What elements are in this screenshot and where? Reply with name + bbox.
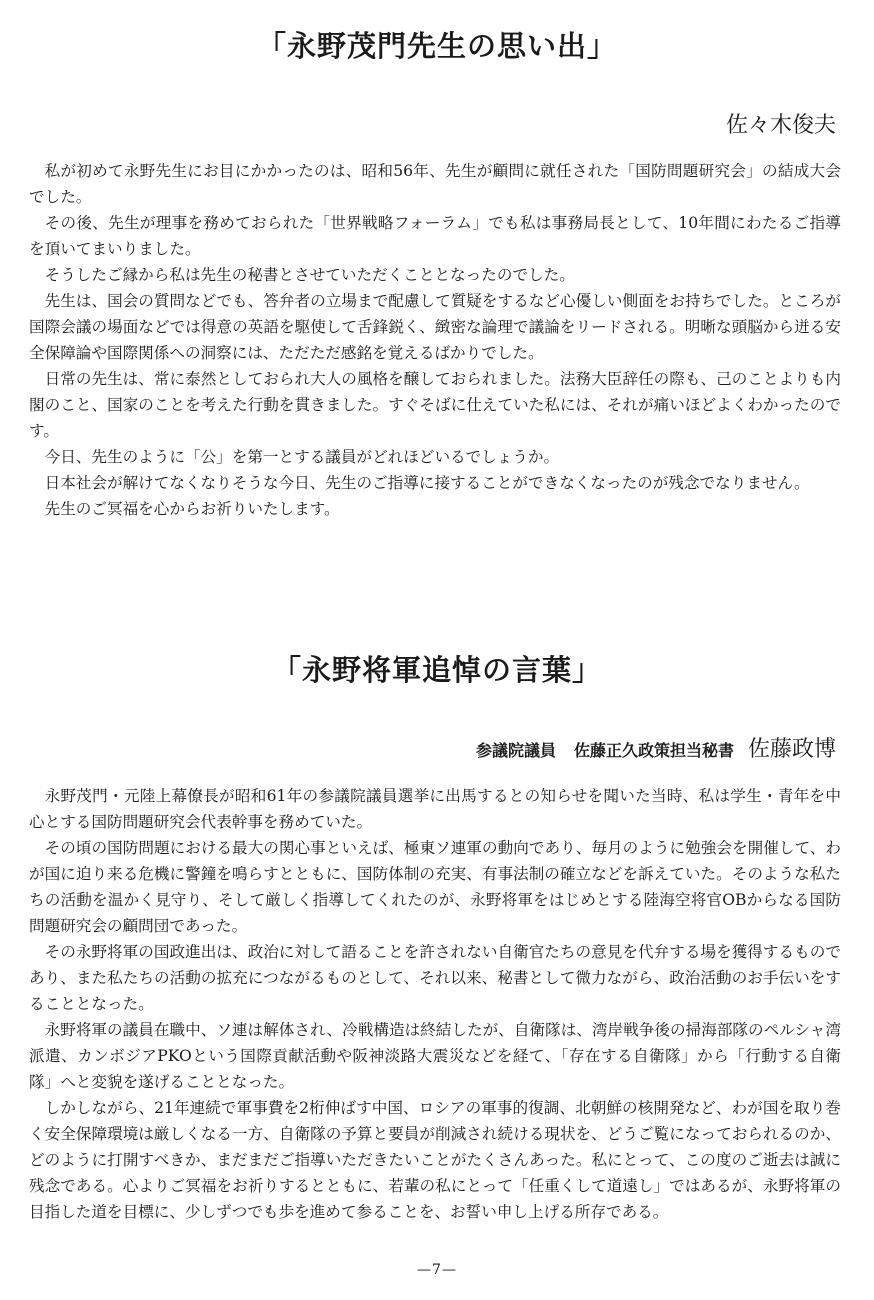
article-1-title: 「永野茂門先生の思い出」 [256, 29, 617, 63]
paragraph: その後、先生が理事を務めておられた「世界戦略フォーラム」でも私は事務局長として、10年間にわたるご指導を頂いてまいりました。 [29, 214, 841, 258]
paragraph: その頃の国防問題における最大の関心事といえば、極東ソ連軍の動向であり、毎月のように勉強会を開催して、わが国に迫り来る危機に警鐘を鳴らすとともに、国防体制の充実、有事法制の確立などを訴えていた。そのような私たちの活動を温かく見守り、そして厳しく指導してくれたのが、永野将軍をはじめとする陸海空将官OBからなる国防問題研究会の顧問団であった。 [29, 839, 841, 935]
paragraph: 私が初めて永野先生にお目にかかったのは、昭和56年、先生が顧問に就任された「国防問題研究会」の結成大会でした。 [29, 162, 841, 206]
paragraph: 日常の先生は、常に泰然としておられ大人の風格を醸しておられました。法務大臣辞任の際も、己のことよりも内閣のこと、国家のことを考えた行動を貫きました。すぐそばに仕えていた私には、それが痛いほどよくわかったのです。 [29, 370, 841, 440]
article-1-body [29, 158, 841, 522]
article-2-body [29, 783, 841, 1225]
paragraph: 今日、先生のように「公」を第一とする議員がどれほどいるでしょうか。 [44, 448, 560, 466]
article-1-author: 佐々木俊夫 [725, 113, 836, 138]
article-2-author: 佐藤政博 [747, 737, 836, 762]
paragraph: 先生のご冥福を心からお祈りいたします。 [44, 500, 340, 518]
paragraph: 先生は、国会の質問などでも、答弁者の立場まで配慮して質疑をするなど心優しい側面をお持ちでした。ところが国際会議の場面などでは得意の英語を駆使して舌鋒鋭く、緻密な論理で議論をリードされる。明晰な頭脳から迸る安全保障論や国際関係への洞察には、ただただ感銘を覚えるばかりでした。 [29, 292, 841, 362]
affiliation-office: 参議院議員 [475, 741, 556, 760]
author-affiliation [476, 738, 734, 761]
paragraph: その永野将軍の国政進出は、政治に対して語ることを許されない自衛官たちの意見を代弁する場を獲得するものであり、また私たちの活動の拡充につながるものとして、それ以来、秘書として微力ながら、政治活動のお手伝いをすることとなった。 [29, 943, 841, 1013]
paragraph: しかしながら、21年連続で軍事費を2桁伸ばす中国、ロシアの軍事的復調、北朝鮮の核開発など、わが国を取り巻く安全保障環境は厳しくなる一方、自衛隊の予算と要員が削減され続ける現状を、どうご覧になっておられるのか、どのように打開すべきか、まだまだご指導いただきたいことがたくさんあった。私にとって、この度のご逝去は誠に残念である。心よりご冥福をお祈りするとともに、若輩の私にとって「任重くして道遠し」ではあるが、永野将軍の目指した道を目標に、少しずつでも歩を進めて参ることを、お誓い申し上げる所存である。 [29, 1099, 841, 1221]
article-2-title: 「永野将軍追悼の言葉」 [271, 653, 602, 687]
page-number: —7— [417, 1262, 457, 1278]
paragraph: 永野将軍の議員在職中、ソ連は解体され、冷戦構造は終結したが、自衛隊は、湾岸戦争後の掃海部隊のペルシャ湾派遣、カンボジアPKOという国際貢献活動や阪神淡路大震災などを経て、「存在する自衛隊」から「行動する自衛隊」へと変貌を遂げることとなった。 [29, 1021, 841, 1091]
article-2-byline [476, 732, 836, 763]
paragraph: 永野茂門・元陸上幕僚長が昭和61年の参議院議員選挙に出馬するとの知らせを聞いた当時、私は学生・青年を中心とする国防問題研究会代表幹事を務めていた。 [29, 787, 841, 831]
affiliation-role: 佐藤正久政策担当秘書 [573, 741, 734, 760]
paragraph: そうしたご縁から私は先生の秘書とさせていただくこととなったのでした。 [44, 266, 575, 284]
paragraph: 日本社会が解けてなくなりそうな今日、先生のご指導に接することができなくなったのが残念でなりません。 [44, 474, 810, 492]
